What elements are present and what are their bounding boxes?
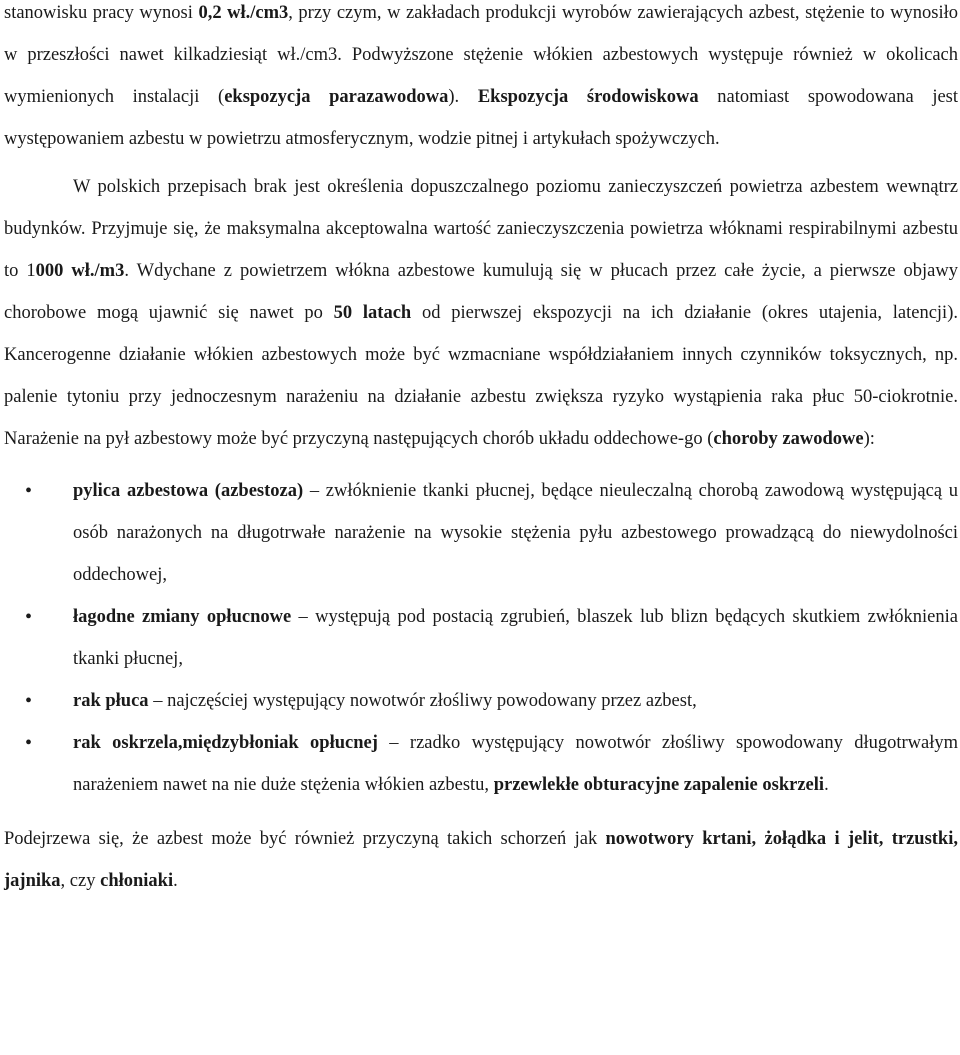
text-run: natomiast spowodowana jest występowaniem azbestu w powietrzu atmosferycznym, wodzie pitnej i artykułach spożywczych. <box>4 87 959 149</box>
list-item-desc: – najczęściej występujący nowotwór złośliwy powodowany przez azbest, <box>148 691 697 711</box>
bold-run: choroby zawodowe <box>713 429 864 449</box>
list-item-desc: – zwłóknienie tkanki płucnej, będące nieuleczalną chorobą zawodową występującą u osób narażonych na długotrwałe narażenie na wysokie stężenia pyłu azbestowego prowadzącą do niewydolności oddechowej, <box>73 481 958 585</box>
list-item <box>4 596 958 680</box>
list-item <box>4 680 958 722</box>
list-item-desc: – rzadko występujący nowotwór złośliwy spowodowany długotrwałym narażeniem nawet na nie duże stężenia włókien azbestu, <box>73 733 958 795</box>
paragraph-suspected-diseases <box>4 818 958 902</box>
text-run: stanowisku pracy wynosi <box>4 3 199 23</box>
text-run: W polskich przepisach brak jest określenia dopuszczalnego poziomu zanieczyszczeń powietrza azbestem wewnątrz budynków. Przyjmuje się, że maksymalna akceptowalna wartość zanieczyszczenia powietrza włóknami respirabilnymi azbestu to 1 <box>4 177 958 281</box>
list-item <box>4 470 958 596</box>
text-run: . Wdychane z powietrzem włókna azbestowe kumulują się w płucach przez całe życie, a pierwsze objawy chorobowe mogą ujawnić się nawet po <box>4 261 959 323</box>
text-run: ). <box>448 87 478 107</box>
list-item <box>4 722 958 806</box>
text-run: , przy czym, w zakładach produkcji wyrobów zawierających azbest, stężenie to wynosiło w przeszłości nawet kilkadziesiąt wł./cm3. Podwyższone stężenie włókien azbestowych występuje również w okolicach wymienionych instalacji ( <box>4 3 958 107</box>
bold-run: nowotwory krtani, żołądka i jelit, trzustki, jajnika <box>4 829 958 891</box>
list-item-term: rak oskrzela,międzybłoniak opłucnej <box>73 733 378 753</box>
paragraph-exposure <box>4 0 958 160</box>
bold-run: 0,2 wł./cm3 <box>198 3 289 23</box>
list-item-term: łagodne zmiany opłucnowe <box>73 607 292 627</box>
bold-run: 000 wł./m3 <box>35 261 125 281</box>
bold-run: 50 latach <box>333 303 412 323</box>
bold-run: ekspozycja parazawodowa <box>224 87 449 107</box>
list-item-term: rak płuca <box>73 691 149 711</box>
text-run: ): <box>863 429 875 449</box>
bold-run: chłoniaki <box>100 871 174 891</box>
list-item-desc: – występują pod postacią zgrubień, blaszek lub blizn będących skutkiem zwłóknienia tkanki płucnej, <box>73 607 958 669</box>
list-item-term: pylica azbestowa (azbestoza) <box>73 481 304 501</box>
paragraph-regulations <box>4 166 958 460</box>
bold-run: Ekspozycja środowiskowa <box>477 87 699 107</box>
disease-list <box>4 470 958 806</box>
text-run: . <box>173 871 178 891</box>
text-run: od pierwszej ekspozycji na ich działanie (okres utajenia, latencji). Kancerogenne działanie włókien azbestowych może być wzmacniane współdziałaniem innych czynników toksycznych, np. palenie tytoniu przy jednoczesnym narażeniu na działanie azbestu zwiększa ryzyko wystąpienia raka płuc 50-ciokrotnie. Narażenie na pył azbestowy może być przyczyną następujących chorób układu oddechowe-go ( <box>4 303 958 449</box>
text-run: Podejrzewa się, że azbest może być również przyczyną takich schorzeń jak <box>4 829 606 849</box>
document-page <box>4 0 958 902</box>
list-item-extra-text: . <box>824 775 829 795</box>
list-item-extra-term: przewlekłe obturacyjne zapalenie oskrzeli <box>493 775 825 795</box>
text-run: , czy <box>60 871 101 891</box>
